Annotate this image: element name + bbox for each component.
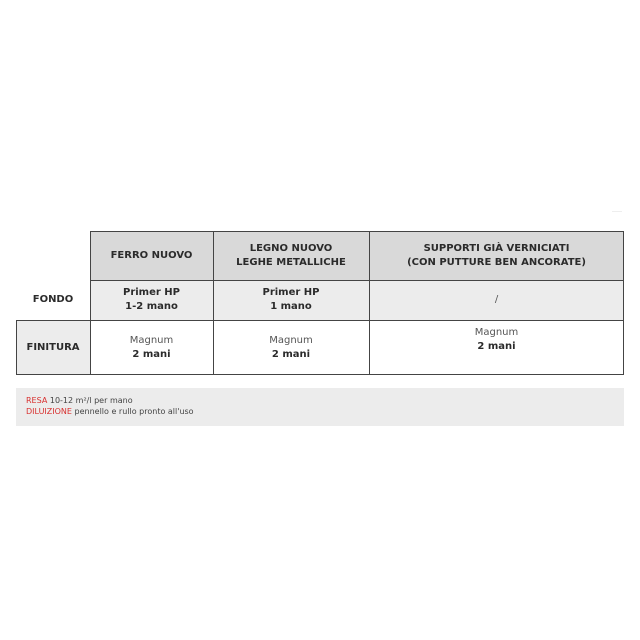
finitura-supporti-cell [369, 320, 624, 375]
table-line-col2 [213, 231, 214, 375]
diluizione-label: DILUIZIONE [26, 407, 72, 416]
header-ferro-nuovo [90, 231, 213, 280]
fondo-ferro-product: Primer HP [122, 287, 180, 298]
diluizione-line [26, 406, 624, 417]
header-supporti-line1: SUPPORTI GIÀ VERNICIATI [423, 242, 570, 254]
header-supporti-line2: (CON PUTTURE BEN ANCORATE) [407, 256, 586, 268]
table-border-left-finitura [16, 320, 17, 375]
finitura-ferro-quantity: 2 mani [132, 348, 171, 360]
finitura-legno-cell [213, 320, 369, 375]
fondo-legno-product: Primer HP [262, 287, 320, 298]
row-label-fondo-text: FONDO [32, 294, 74, 305]
finitura-supporti-product: Magnum [474, 327, 519, 338]
finitura-ferro-cell [90, 320, 213, 375]
table-line-col1 [90, 231, 91, 375]
table-line-col3 [369, 231, 370, 375]
fondo-supporti-cell [369, 280, 624, 320]
finitura-ferro-product: Magnum [129, 334, 174, 346]
finitura-legno-product: Magnum [269, 334, 313, 346]
fondo-ferro-cell [90, 280, 213, 320]
product-table [16, 231, 624, 375]
fondo-ferro-quantity: 1-2 mano [125, 301, 178, 312]
table-line-header-bottom [90, 280, 624, 281]
table-border-bottom [16, 374, 624, 375]
table-line-fondo-bottom [16, 320, 624, 321]
resa-label: RESA [26, 396, 48, 405]
header-supporti-verniciati [369, 231, 624, 280]
diluizione-value: pennello e rullo pronto all'uso [71, 407, 194, 416]
row-label-fondo [16, 280, 90, 320]
fondo-supporti-value: / [494, 294, 499, 305]
fondo-legno-cell [213, 280, 369, 320]
header-legno-nuovo-line1: LEGNO NUOVO [249, 242, 333, 254]
row-label-finitura-text: FINITURA [26, 341, 80, 353]
header-ferro-nuovo-text: FERRO NUOVO [110, 249, 193, 261]
resa-value: 10-12 m²/l per mano [47, 396, 133, 405]
finitura-supporti-quantity: 2 mani [477, 341, 516, 352]
row-label-finitura [16, 320, 90, 375]
resa-line [26, 395, 624, 406]
faint-divider [612, 211, 622, 212]
table-border-right [623, 231, 624, 375]
finitura-legno-quantity: 2 mani [271, 348, 311, 360]
fondo-legno-quantity: 1 mano [270, 301, 312, 312]
header-legno-nuovo-line2: LEGHE METALLICHE [236, 256, 346, 268]
table-border-top [90, 231, 624, 232]
header-legno-nuovo [213, 231, 369, 280]
notes-box [16, 388, 624, 426]
